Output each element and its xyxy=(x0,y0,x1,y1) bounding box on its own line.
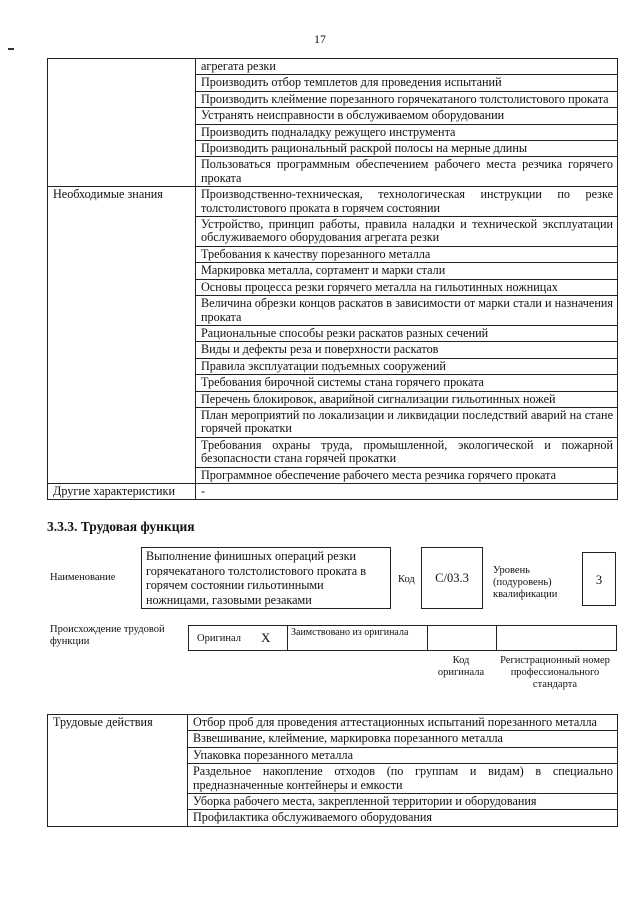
knowledge-row: Требования к качеству порезанного металла xyxy=(196,246,618,262)
origin-code-cell xyxy=(427,625,497,651)
name-label: Наименование xyxy=(50,572,116,583)
skill-row: Пользоваться программным обеспечением рабочего места резчика горячего проката xyxy=(196,157,618,187)
labour-action-row: Отбор проб для проведения аттестационных испытаний порезанного металла xyxy=(188,715,618,731)
labour-action-row: Профилактика обслуживаемого оборудования xyxy=(188,810,618,826)
knowledge-row: Величина обрезки концов раскатов в зависимости от марки стали и назначения проката xyxy=(196,296,618,326)
origin-borrowed-label: Заимствовано из оригинала xyxy=(291,627,409,638)
table-row xyxy=(48,483,618,499)
origin-code-caption: Код оригинала xyxy=(437,655,485,678)
section-heading: 3.3.3. Трудовая функция xyxy=(47,519,195,534)
knowledge-row: Требования бирочной системы стана горячего проката xyxy=(196,375,618,391)
labour-action-row: Раздельное накопление отходов (по группам и видам) в специально предназначенные контейнеры и емкости xyxy=(188,764,618,794)
origin-reg-cell xyxy=(496,625,617,651)
origin-borrowed-cell xyxy=(287,625,428,651)
labour-action-row: Упаковка порезанного металла xyxy=(188,747,618,763)
skill-row: агрегата резки xyxy=(196,59,618,75)
level-value: 3 xyxy=(595,573,603,587)
other-characteristics-value: - xyxy=(196,483,618,499)
skills-label-cell xyxy=(48,59,196,187)
skill-row: Производить клеймение порезанного горячекатаного толстолистового проката xyxy=(196,91,618,107)
code-label: Код xyxy=(398,574,415,585)
skill-row: Производить подналадку режущего инструмента xyxy=(196,124,618,140)
skills-knowledge-table xyxy=(47,58,618,500)
function-name-box xyxy=(141,547,391,609)
knowledge-label: Необходимые знания xyxy=(48,187,196,484)
knowledge-row: Программное обеспечение рабочего места резчика горячего проката xyxy=(196,467,618,483)
code-box xyxy=(421,547,483,609)
knowledge-row: Устройство, принцип работы, правила наладки и технической эксплуатации обслуживаемого оборудования агрегата резки xyxy=(196,217,618,247)
origin-label: Происхождение трудовой функции xyxy=(50,624,165,647)
origin-mark: X xyxy=(261,630,271,645)
labour-action-row: Уборка рабочего места, закрепленной территории и оборудования xyxy=(188,794,618,810)
knowledge-row: Требования охраны труда, промышленной, экологической и пожарной безопасности стана горячей прокатки xyxy=(196,437,618,467)
margin-mark xyxy=(8,48,14,50)
knowledge-row: План мероприятий по локализации и ликвидации последствий аварий на стане горячей прокатки xyxy=(196,407,618,437)
origin-original-cell xyxy=(188,625,288,651)
knowledge-row: Маркировка металла, сортамент и марки стали xyxy=(196,263,618,279)
code-value: С/03.3 xyxy=(435,571,469,585)
knowledge-row: Производственно-техническая, технологическая инструкции по резке толстолистового проката в горячем состоянии xyxy=(196,187,618,217)
knowledge-row: Виды и дефекты реза и поверхности раскатов xyxy=(196,342,618,358)
table-row xyxy=(48,59,618,75)
level-box xyxy=(582,552,616,606)
labour-actions-label: Трудовые действия xyxy=(48,715,188,827)
level-label: Уровень (подуровень) квалификации xyxy=(493,565,558,600)
knowledge-row: Перечень блокировок, аварийной сигнализации гильотинных ножей xyxy=(196,391,618,407)
table-row xyxy=(48,187,618,217)
skill-row: Устранять неисправности в обслуживаемом оборудовании xyxy=(196,108,618,124)
origin-reg-caption: Регистрационный номер профессионального стандарта xyxy=(500,655,610,690)
knowledge-row: Рациональные способы резки раскатов разных сечений xyxy=(196,325,618,341)
labour-actions-table xyxy=(47,714,618,827)
function-name-value: Выполнение финишных операций резки горячекатаного толстолистового проката в горячем состоянии гильотинными ножницами, газовыми резаками xyxy=(146,549,366,607)
labour-action-row: Взвешивание, клеймение, маркировка порезанного металла xyxy=(188,731,618,747)
other-characteristics-label: Другие характеристики xyxy=(48,483,196,499)
table-row xyxy=(48,715,618,731)
knowledge-row: Правила эксплуатации подъемных сооружений xyxy=(196,358,618,374)
skill-row: Производить рациональный раскрой полосы на мерные длины xyxy=(196,141,618,157)
origin-original-label: Оригинал xyxy=(197,633,241,644)
skill-row: Производить отбор темплетов для проведения испытаний xyxy=(196,75,618,91)
knowledge-row: Основы процесса резки горячего металла на гильотинных ножницах xyxy=(196,279,618,295)
page-number: 17 xyxy=(314,32,326,46)
